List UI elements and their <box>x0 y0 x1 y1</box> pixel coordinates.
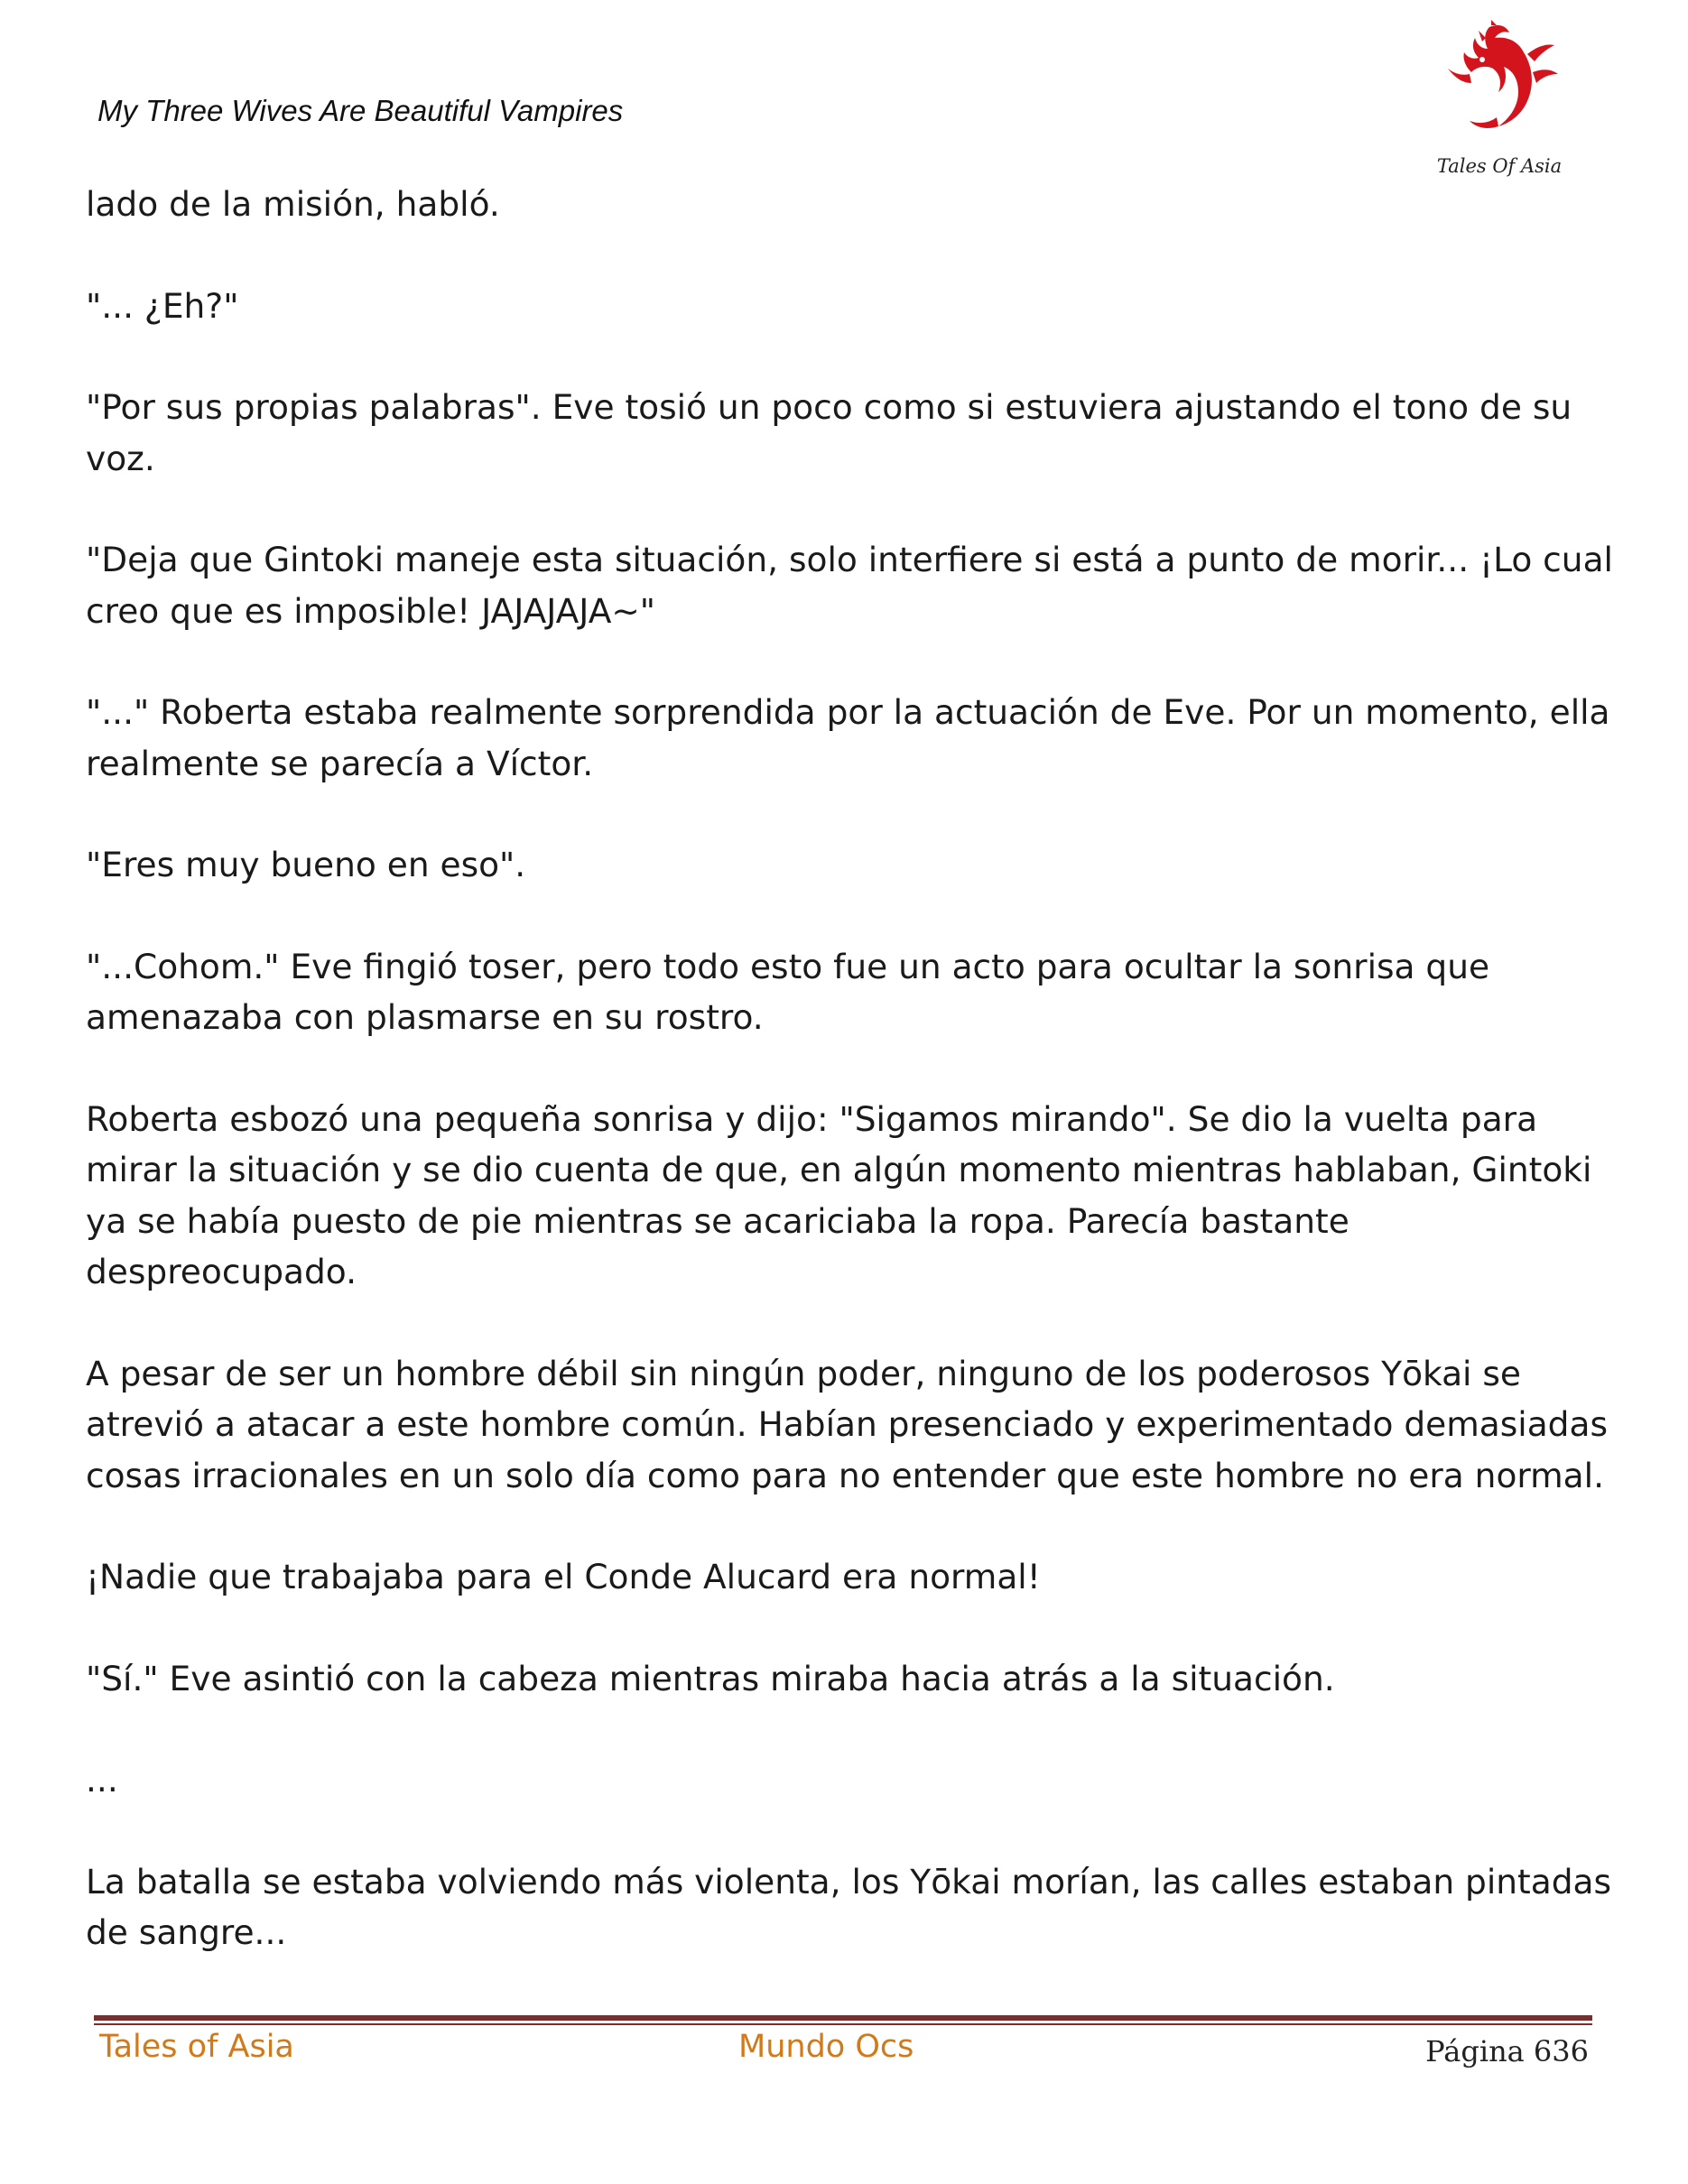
paragraph: Roberta esbozó una pequeña sonrisa y dijo: "Sigamos mirando". Se dio la vuelta para mirar la situación y se dio cuenta de que, en algún momento mientras hablaban, Gintoki ya se había puesto de pie mientras se acariciaba la ropa. Parecía bastante despreocupado. <box>86 1098 1592 1291</box>
book-title: My Three Wives Are Beautiful Vampires <box>97 94 624 127</box>
chapter-text <box>86 179 1620 2009</box>
paragraph: ... <box>86 1760 118 1800</box>
paragraph: La batalla se estaba volviendo más violenta, los Yōkai morían, las calles estaban pintadas de sangre... <box>86 1861 1612 1952</box>
paragraph: "...Cohom." Eve fingió toser, pero todo esto fue un acto para ocultar la sonrisa que amenazaba con plasmarse en su rostro. <box>86 946 1490 1037</box>
paragraph: A pesar de ser un hombre débil sin ningún poder, ninguno de los poderosos Yōkai se atrevió a atacar a este hombre común. Habían presenciado y experimentado demasiadas cosas irracionales en un solo día como para no entender que este hombre no era normal. <box>86 1353 1608 1495</box>
page-number: Página 636 <box>1425 2034 1589 2068</box>
paragraph: "Por sus propias palabras". Eve tosió un poco como si estuviera ajustando el tono de su voz. <box>86 387 1572 478</box>
logo-text: Tales Of Asia <box>1436 155 1563 177</box>
tales-of-asia-logo <box>1435 20 1563 182</box>
footer-divider-thick <box>94 2015 1592 2021</box>
paragraph: ¡Nadie que trabajaba para el Conde Alucard era normal! <box>86 1557 1041 1596</box>
paragraph: "..." Roberta estaba realmente sorprendida por la actuación de Eve. Por un momento, ella realmente se parecía a Víctor. <box>86 692 1610 783</box>
footer-site-name: Tales of Asia <box>99 2029 294 2065</box>
paragraph: "... ¿Eh?" <box>86 285 239 326</box>
paragraph: "Deja que Gintoki maneje esta situación, solo interfiere si está a punto de morir... ¡Lo cual creo que es imposible! JAJAJAJA~" <box>86 540 1613 631</box>
red-dragon-icon <box>1435 20 1563 164</box>
paragraph: lado de la misión, habló. <box>86 184 500 224</box>
paragraph: "Eres muy bueno en eso". <box>86 845 526 884</box>
paragraph: "Sí." Eve asintió con la cabeza mientras miraba hacia atrás a la situación. <box>86 1658 1335 1698</box>
footer-divider <box>94 2015 1592 2025</box>
footer-divider-thin <box>94 2023 1592 2025</box>
footer-section-name: Mundo Ocs <box>738 2029 914 2065</box>
